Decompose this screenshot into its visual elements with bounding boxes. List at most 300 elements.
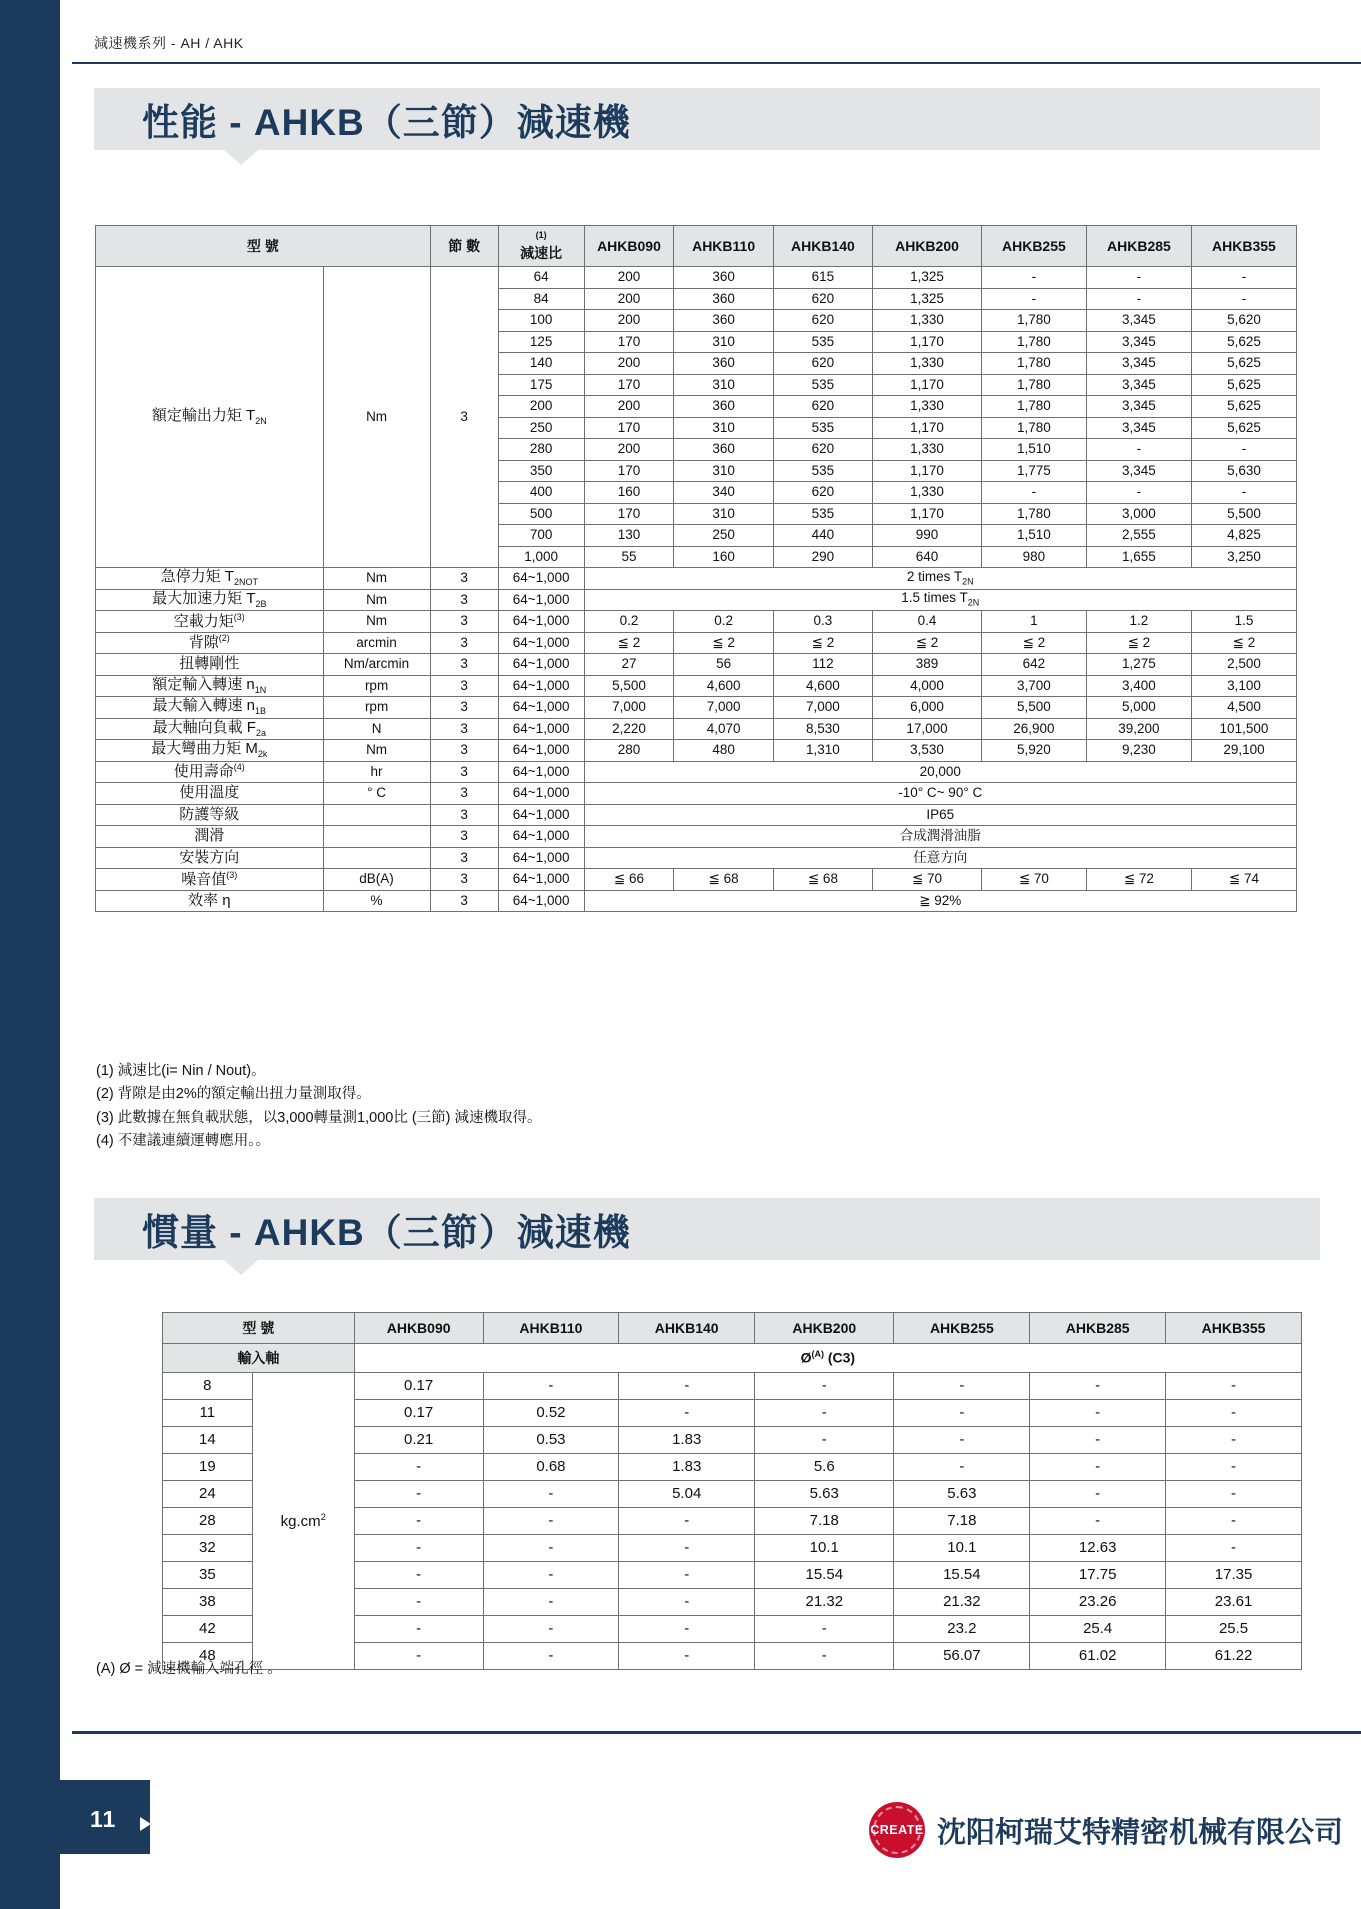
cell-value: - [981,267,1086,289]
cell-value: - [619,1562,755,1589]
th-model-5: AHKB285 [1086,226,1191,267]
cell-value: - [1166,1427,1302,1454]
cell-value: 61.22 [1166,1643,1302,1670]
row-stages: 3 [430,740,498,762]
th-model: 型 號 [163,1313,355,1344]
cell-value: - [1030,1373,1166,1400]
cell-ratio: 1,000 [498,546,584,568]
cell-value: 27 [584,654,674,676]
cell-value: - [354,1643,483,1670]
row-stages: 3 [430,847,498,869]
cell-value: ≦ 2 [674,632,773,654]
row-ratio: 64~1,000 [498,654,584,676]
row-unit: Nm [323,568,430,590]
th-model-1: AHKB110 [674,226,773,267]
cell-value: 7.18 [755,1508,894,1535]
row-unit: % [323,890,430,912]
cell-value: - [483,1481,619,1508]
cell-value: 1,170 [873,331,982,353]
cell-value: 1,510 [981,525,1086,547]
cell-value: 23.2 [894,1616,1030,1643]
table-row [96,675,1297,697]
cell-value: 1,330 [873,439,982,461]
row-label: 最大軸向負載 $F_{2a}$ [96,718,324,740]
row-unit: arcmin [323,632,430,654]
cell-value: 4,600 [674,675,773,697]
cell-value: 1.83 [619,1427,755,1454]
cell-ratio: 125 [498,331,584,353]
cell-value: 5,625 [1191,396,1296,418]
cell-value: 620 [773,396,872,418]
cell-size: 14 [163,1427,253,1454]
cell-value: - [755,1373,894,1400]
cell-value: - [1191,439,1296,461]
create-logo-icon [869,1802,925,1858]
cell-value: 620 [773,482,872,504]
cell-value: 5.04 [619,1481,755,1508]
brand-footer [869,1802,1343,1858]
row-label: 空載力矩$^{(3)}$ [96,611,324,633]
cell-value: 1,170 [873,460,982,482]
performance-table [95,225,1297,912]
cell-value: 160 [674,546,773,568]
table-row [96,826,1297,848]
row-label: 使用溫度 [96,783,324,805]
cell-value: 535 [773,374,872,396]
cell-value: - [619,1643,755,1670]
page-number-badge [0,1780,150,1854]
row-ratio: 64~1,000 [498,568,584,590]
row-label: 額定輸入轉速 $n_{1N}$ [96,675,324,697]
cell-size: 32 [163,1535,253,1562]
table-row [96,654,1297,676]
cell-value: 5,630 [1191,460,1296,482]
cell-unit: $kg.cm^2$ [252,1373,354,1670]
th-inertia-model-0: AHKB090 [354,1313,483,1344]
cell-value: 1,780 [981,374,1086,396]
cell-value: 3,345 [1086,331,1191,353]
cell-value: 615 [773,267,872,289]
row-span-value: 20,000 [584,761,1297,783]
th-model-6: AHKB355 [1191,226,1296,267]
cell-ratio: 280 [498,439,584,461]
cell-value: 360 [674,439,773,461]
row-label: 使用壽命$^{(4)}$ [96,761,324,783]
cell-value: - [619,1373,755,1400]
cell-value: 0.17 [354,1373,483,1400]
cell-value: 310 [674,417,773,439]
cell-value: 7.18 [894,1508,1030,1535]
cell-value: - [1166,1454,1302,1481]
cell-value: 5,500 [981,697,1086,719]
th-model-4: AHKB255 [981,226,1086,267]
cell-value: ≦ 70 [981,869,1086,891]
row-ratio: 64~1,000 [498,740,584,762]
inertia-note: (A) Ø = 減速機輸入端孔徑 。 [96,1661,282,1677]
cell-value: 4,500 [1191,697,1296,719]
cell-value: - [483,1589,619,1616]
cell-value: - [1086,439,1191,461]
row-unit: dB(A) [323,869,430,891]
cell-value: - [483,1616,619,1643]
row-label-rated-torque: 額定輸出力矩 $T_{2N}$ [96,267,324,568]
cell-value: 1,780 [981,310,1086,332]
cell-value: 310 [674,331,773,353]
cell-value: 1,275 [1086,654,1191,676]
row-ratio: 64~1,000 [498,783,584,805]
cell-value: 5,500 [1191,503,1296,525]
row-stages: 3 [430,804,498,826]
cell-value: - [354,1616,483,1643]
cell-value: - [354,1508,483,1535]
cell-value: ≦ 68 [674,869,773,891]
left-edge-bar-inner [60,0,72,1909]
cell-value: - [755,1643,894,1670]
cell-value: - [619,1616,755,1643]
cell-value: 535 [773,460,872,482]
cell-value: 1,780 [981,353,1086,375]
cell-value: 0.68 [483,1454,619,1481]
row-ratio: 64~1,000 [498,675,584,697]
cell-value: 1,330 [873,396,982,418]
row-ratio: 64~1,000 [498,847,584,869]
cell-ratio: 350 [498,460,584,482]
cell-value: ≦ 2 [981,632,1086,654]
cell-value: 3,250 [1191,546,1296,568]
cell-value: 101,500 [1191,718,1296,740]
brand-logo-text: CREATE [870,1823,924,1837]
cell-value: 620 [773,310,872,332]
cell-value: 1,325 [873,288,982,310]
cell-ratio: 64 [498,267,584,289]
cell-value: 310 [674,374,773,396]
cell-size: 35 [163,1562,253,1589]
row-unit: rpm [323,675,430,697]
table-row [96,611,1297,633]
th-ratio-text: 減速比 [520,245,563,262]
th-ratio [498,226,584,267]
cell-value: ≦ 74 [1191,869,1296,891]
cell-value: - [1166,1535,1302,1562]
cell-value: 200 [584,439,674,461]
cell-value: 170 [584,331,674,353]
row-unit [323,804,430,826]
table-row [96,740,1297,762]
table-row [96,697,1297,719]
cell-value: - [354,1562,483,1589]
cell-value: - [354,1454,483,1481]
row-stages: 3 [430,890,498,912]
cell-value: 55 [584,546,674,568]
cell-size: 28 [163,1508,253,1535]
row-unit-rated-torque: Nm [323,267,430,568]
cell-ratio: 84 [498,288,584,310]
cell-value: 5.63 [894,1481,1030,1508]
row-stages: 3 [430,869,498,891]
cell-value: 56.07 [894,1643,1030,1670]
performance-notes [96,1060,542,1154]
row-ratio: 64~1,000 [498,826,584,848]
cell-value: - [1086,288,1191,310]
th-inertia-model-4: AHKB255 [894,1313,1030,1344]
section-title-inertia [94,1198,1320,1260]
cell-value: - [483,1508,619,1535]
cell-size: 24 [163,1481,253,1508]
cell-value: 9,230 [1086,740,1191,762]
cell-value: 170 [584,460,674,482]
cell-value: 160 [584,482,674,504]
cell-value: - [619,1589,755,1616]
cell-value: 440 [773,525,872,547]
cell-value: 200 [584,267,674,289]
cell-value: 1,780 [981,503,1086,525]
cell-value: 5,620 [1191,310,1296,332]
cell-value: 1,170 [873,374,982,396]
th-inertia-model-1: AHKB110 [483,1313,619,1344]
cell-value: - [1030,1508,1166,1535]
title-notch-2 [224,1260,258,1275]
cell-value: 1,780 [981,417,1086,439]
cell-value: 642 [981,654,1086,676]
cell-size: 11 [163,1400,253,1427]
cell-value: 25.4 [1030,1616,1166,1643]
cell-value: 6,000 [873,697,982,719]
cell-value: 340 [674,482,773,504]
cell-value: 280 [584,740,674,762]
section-title-inertia-text: 慣量 - AHKB（三節）減速機 [142,1212,631,1253]
row-span-value: ≧ 92% [584,890,1297,912]
cell-value: - [1030,1481,1166,1508]
cell-value: 535 [773,503,872,525]
cell-value: 130 [584,525,674,547]
cell-value: - [894,1454,1030,1481]
cell-value: 1,330 [873,310,982,332]
cell-size: 48 [163,1643,253,1670]
cell-value: 3,345 [1086,460,1191,482]
cell-value: 640 [873,546,982,568]
cell-value: 5.6 [755,1454,894,1481]
cell-value: 4,600 [773,675,872,697]
section-title-performance-text: 性能 - AHKB（三節）減速機 [142,102,631,143]
cell-value: 1,330 [873,482,982,504]
cell-value: 5,500 [584,675,674,697]
cell-value: - [1086,267,1191,289]
cell-value: 620 [773,288,872,310]
cell-value: 535 [773,417,872,439]
cell-ratio: 100 [498,310,584,332]
cell-value: 310 [674,503,773,525]
cell-value: 23.61 [1166,1589,1302,1616]
row-span-value: 1.5 times $T_{2N}$ [584,589,1297,611]
th-inertia-model-5: AHKB285 [1030,1313,1166,1344]
row-span-value: IP65 [584,804,1297,826]
table-row [96,761,1297,783]
row-label: 最大輸入轉速 $n_{1B}$ [96,697,324,719]
cell-value: 15.54 [755,1562,894,1589]
cell-value: 1,775 [981,460,1086,482]
table-row [96,804,1297,826]
cell-value: - [354,1535,483,1562]
row-ratio: 64~1,000 [498,890,584,912]
cell-value: ≦ 70 [873,869,982,891]
cell-value: 360 [674,267,773,289]
row-unit: ° C [323,783,430,805]
cell-value: 0.21 [354,1427,483,1454]
note-3: (3) 此數據在無負載狀態，以3,000轉量測1,000比 (三節) 減速機取得。 [96,1109,542,1126]
cell-value: 360 [674,310,773,332]
cell-value: - [483,1373,619,1400]
cell-value: 61.02 [1030,1643,1166,1670]
row-label: 安裝方向 [96,847,324,869]
cell-value: 39,200 [1086,718,1191,740]
cell-value: 0.2 [584,611,674,633]
cell-value: 7,000 [773,697,872,719]
row-ratio: 64~1,000 [498,761,584,783]
cell-value: 7,000 [584,697,674,719]
cell-value: 2,220 [584,718,674,740]
cell-value: 3,100 [1191,675,1296,697]
cell-value: 5,920 [981,740,1086,762]
row-span-value: 任意方向 [584,847,1297,869]
cell-value: ≦ 68 [773,869,872,891]
row-stages: 3 [430,654,498,676]
page-number: 11 [90,1806,117,1832]
cell-value: 7,000 [674,697,773,719]
cell-value: - [1191,482,1296,504]
row-stages-rated-torque: 3 [430,267,498,568]
cell-size: 8 [163,1373,253,1400]
cell-value: 17.35 [1166,1562,1302,1589]
cell-value: 170 [584,374,674,396]
cell-value: - [354,1481,483,1508]
cell-size: 38 [163,1589,253,1616]
cell-value: 200 [584,310,674,332]
cell-value: ≦ 66 [584,869,674,891]
brand-name: 沈阳柯瑞艾特精密机械有限公司 [936,1816,1343,1849]
performance-table-body [96,267,1297,912]
th-model-3: AHKB200 [873,226,982,267]
cell-value: 170 [584,417,674,439]
cell-value: 56 [674,654,773,676]
row-stages: 3 [430,697,498,719]
cell-value: 1,780 [981,396,1086,418]
cell-ratio: 500 [498,503,584,525]
cell-value: - [1191,267,1296,289]
cell-value: 170 [584,503,674,525]
cell-value: - [894,1427,1030,1454]
cell-value: 250 [674,525,773,547]
header-divider [72,62,1361,64]
row-label: 最大彎曲力矩 $M_{2k}$ [96,740,324,762]
row-ratio: 64~1,000 [498,589,584,611]
cell-value: 389 [873,654,982,676]
cell-value: 3,345 [1086,374,1191,396]
cell-value: 620 [773,439,872,461]
cell-value: 1,170 [873,417,982,439]
th-model-2: AHKB140 [773,226,872,267]
cell-ratio: 200 [498,396,584,418]
cell-value: - [755,1400,894,1427]
cell-size: 42 [163,1616,253,1643]
cell-ratio: 700 [498,525,584,547]
row-ratio: 64~1,000 [498,611,584,633]
row-stages: 3 [430,761,498,783]
cell-value: - [354,1589,483,1616]
row-unit: N [323,718,430,740]
cell-value: 23.26 [1030,1589,1166,1616]
row-span-value: 2 times $T_{2N}$ [584,568,1297,590]
cell-value: ≦ 2 [773,632,872,654]
table-row [96,847,1297,869]
cell-value: 5,625 [1191,353,1296,375]
th-inertia-model-3: AHKB200 [755,1313,894,1344]
cell-value: - [483,1535,619,1562]
cell-value: 10.1 [755,1535,894,1562]
left-edge-bar [0,0,72,1909]
row-ratio: 64~1,000 [498,697,584,719]
cell-value: 3,345 [1086,417,1191,439]
row-unit [323,847,430,869]
cell-ratio: 400 [498,482,584,504]
row-label: 扭轉剛性 [96,654,324,676]
table-row [96,890,1297,912]
cell-value: - [483,1562,619,1589]
row-unit [323,826,430,848]
cell-value: ≦ 2 [873,632,982,654]
cell-value: 0.53 [483,1427,619,1454]
note-2: (2) 背隙是由2%的額定輸出扭力量測取得。 [96,1086,371,1103]
cell-value: 3,345 [1086,396,1191,418]
cell-value: 1.5 [1191,611,1296,633]
row-label: 防護等級 [96,804,324,826]
page-content [72,0,1361,1909]
cell-value: 1.83 [619,1454,755,1481]
breadcrumb: 減速機系列 - AH / AHK [94,35,244,51]
cell-value: 4,070 [674,718,773,740]
row-unit: Nm [323,611,430,633]
inertia-header-row [163,1313,1302,1344]
row-stages: 3 [430,589,498,611]
cell-value: 21.32 [894,1589,1030,1616]
cell-value: 360 [674,396,773,418]
cell-value: ≦ 2 [584,632,674,654]
cell-value: 112 [773,654,872,676]
cell-value: 17,000 [873,718,982,740]
inertia-table [162,1312,1302,1670]
th-model-0: AHKB090 [584,226,674,267]
row-span-value: 合成潤滑油脂 [584,826,1297,848]
th-inertia-model-2: AHKB140 [619,1313,755,1344]
cell-value: - [1030,1400,1166,1427]
th-input-shaft: 輸入軸 [163,1344,355,1373]
cell-value: 1 [981,611,1086,633]
cell-value: - [894,1373,1030,1400]
row-stages: 3 [430,783,498,805]
row-stages: 3 [430,568,498,590]
cell-value: - [894,1400,1030,1427]
cell-value: 5.63 [755,1481,894,1508]
table-row [163,1373,1302,1400]
row-label: 最大加速力矩 $T_{2B}$ [96,589,324,611]
row-stages: 3 [430,675,498,697]
cell-value: 1,780 [981,331,1086,353]
cell-value: 10.1 [894,1535,1030,1562]
cell-value: 4,825 [1191,525,1296,547]
row-label: 效率 η [96,890,324,912]
cell-value: 5,625 [1191,374,1296,396]
cell-ratio: 140 [498,353,584,375]
cell-value: 0.52 [483,1400,619,1427]
